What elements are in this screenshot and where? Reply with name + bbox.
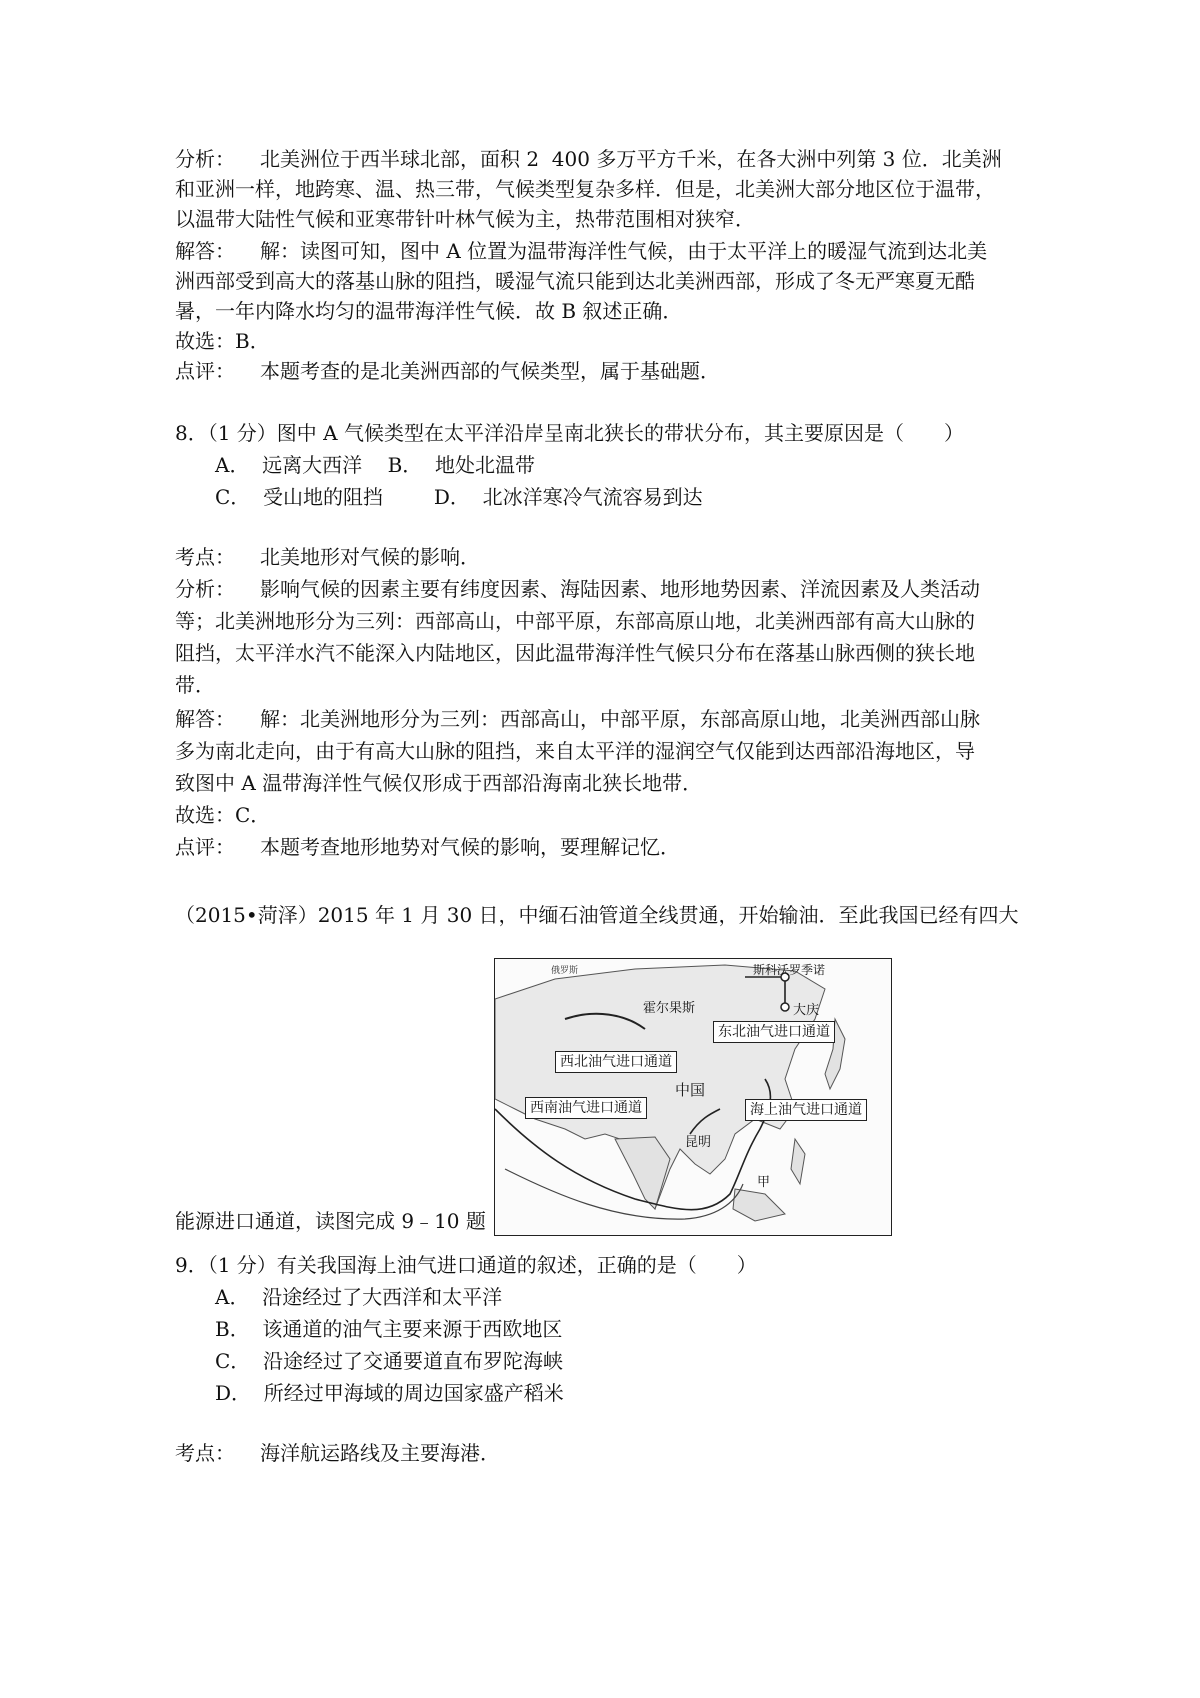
q7-answer-line-2: 洲西部受到高大的落基山脉的阻挡，暖湿气流只能到达北美洲西部，形成了冬无严寒夏无酷: [175, 269, 975, 293]
point-label: 考点：: [175, 1441, 235, 1465]
q8-answer-line-2: 多为南北走向，由于有高大山脉的阻挡，来自太平洋的湿润空气仅能到达西部沿海地区，导: [175, 739, 975, 763]
point-label: 考点：: [175, 545, 235, 569]
q9-point: 考点： 海洋航运路线及主要海港．: [175, 1438, 500, 1468]
q8-options-row-2: C． 受山地的阻挡 D． 北冰洋寒冷气流容易到达: [215, 485, 703, 509]
map-label-daqing: 大庆: [793, 1003, 820, 1018]
map-label-sea-channel: 海上油气进口通道: [745, 1099, 867, 1121]
q7-choice: 故选：B．: [175, 329, 270, 353]
land-indian-subcontinent: [615, 1137, 670, 1209]
q7-analysis-line-2: 和亚洲一样，地跨寒、温、热三带，气候类型复杂多样．但是，北美洲大部分地区位于温带，: [175, 177, 995, 201]
q9-stem: 9．（1 分）有关我国海上油气进口通道的叙述，正确的是（ ）: [175, 1253, 757, 1277]
daqing-dot: [781, 1003, 789, 1011]
map-label-huoerguosi: 霍尔果斯: [643, 1001, 696, 1016]
q9-option-b: B． 该通道的油气主要来源于西欧地区: [215, 1317, 563, 1341]
analysis-label: 分析：: [175, 577, 235, 601]
q8-analysis-line-4: 带．: [175, 673, 215, 697]
map-label-kunming: 昆明: [685, 1135, 712, 1150]
q8-analysis-line-1: 分析： 影响气候的因素主要有纬度因素、海陆因素、地形地势因素、洋流因素及人类活动: [175, 574, 980, 604]
route-sea-2: [505, 1169, 743, 1219]
q8-analysis-line-2: 等；北美洲地形分为三列：西部高山，中部平原，东部高原山地，北美洲西部有高大山脉的: [175, 609, 975, 633]
passage-line-2: 能源进口通道，读图完成 9﹣10 题: [175, 1209, 486, 1233]
land-southeast-islands: [733, 1189, 785, 1221]
q7-comment: 点评： 本题考查的是北美洲西部的气候类型，属于基础题．: [175, 356, 720, 386]
map-label-china: 中国: [675, 1081, 706, 1099]
answer-label: 解答：: [175, 707, 235, 731]
q8-choice: 故选：C．: [175, 803, 271, 827]
q7-analysis-line-3: 以温带大陆性气候和亚寒带针叶林气候为主，热带范围相对狭窄．: [175, 207, 755, 231]
answer-label: 解答：: [175, 239, 235, 263]
q8-answer-line-3: 致图中 A 温带海洋性气候仅形成于西部沿海南北狭长地带．: [175, 771, 703, 795]
analysis-label: 分析：: [175, 147, 235, 171]
map-label-southwest-channel: 西南油气进口通道: [525, 1097, 647, 1119]
q8-point: 考点： 北美地形对气候的影响．: [175, 542, 480, 572]
land-philippines: [791, 1139, 805, 1184]
comment-label: 点评：: [175, 835, 235, 859]
q8-options-row-1: A． 远离大西洋 B． 地处北温带: [215, 453, 535, 477]
passage-line-1: （2015•菏泽）2015 年 1 月 30 日，中缅石油管道全线贯通，开始输油．至此我国已经有四大: [175, 903, 1019, 927]
q9-option-a: A． 沿途经过了大西洋和太平洋: [215, 1285, 503, 1309]
q9-option-c: C． 沿途经过了交通要道直布罗陀海峡: [215, 1349, 564, 1373]
q9-option-d: D． 所经过甲海域的周边国家盛产稻米: [215, 1381, 564, 1405]
q7-analysis-line-1: 分析： 北美洲位于西半球北部，面积 2 400 多万平方千米，在各大洲中列第 3 位．北美洲: [175, 144, 1002, 174]
map-label-northwest-channel: 西北油气进口通道: [555, 1051, 677, 1073]
q7-answer-line-3: 暑，一年内降水均匀的温带海洋性气候．故 B 叙述正确．: [175, 299, 683, 323]
q7-answer-line-1: 解答： 解：读图可知，图中 A 位置为温带海洋性气候，由于太平洋上的暖湿气流到达北美: [175, 236, 987, 266]
q8-stem: 8．（1 分）图中 A 气候类型在太平洋沿岸呈南北狭长的带状分布，其主要原因是（ ）: [175, 421, 964, 445]
map-label-skovorodino: 斯科沃罗季诺: [753, 963, 826, 977]
comment-label: 点评：: [175, 359, 235, 383]
map-label-jia: 甲: [757, 1175, 771, 1190]
map-small-label: 俄罗斯: [551, 966, 579, 976]
map-label-northeast-channel: 东北油气进口通道: [713, 1021, 835, 1043]
q8-answer-line-1: 解答： 解：北美洲地形分为三列：西部高山，中部平原，东部高原山地，北美洲西部山脉: [175, 704, 980, 734]
q8-comment: 点评： 本题考查地形地势对气候的影响，要理解记忆．: [175, 832, 680, 862]
q8-analysis-line-3: 阻挡，太平洋水汽不能深入内陆地区，因此温带海洋性气候只分布在落基山脉西侧的狭长地: [175, 641, 975, 665]
energy-import-map: [494, 958, 892, 1236]
